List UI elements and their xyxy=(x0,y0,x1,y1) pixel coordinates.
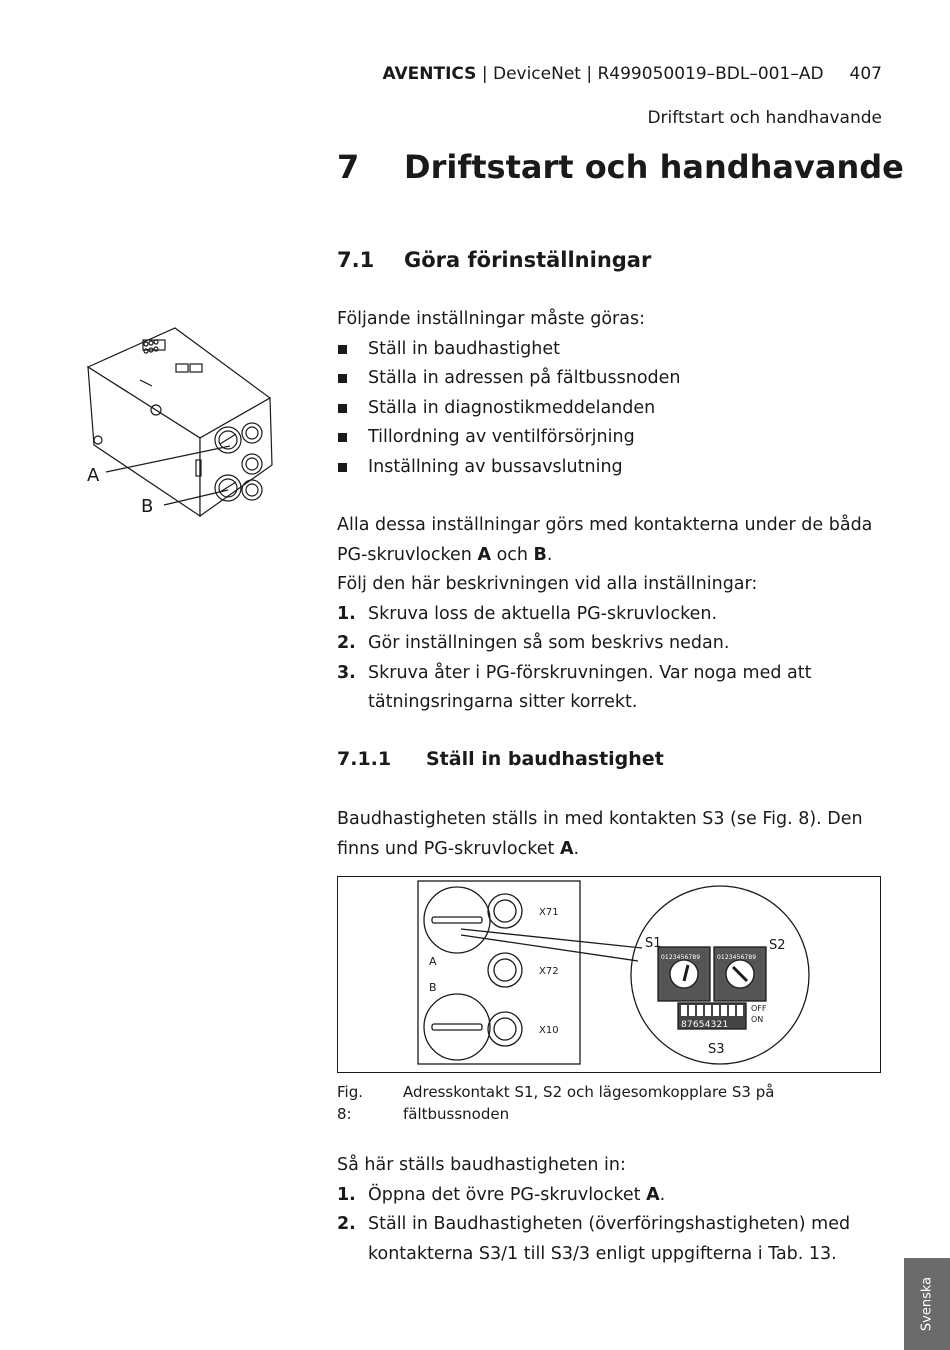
label-a: A xyxy=(429,955,437,968)
section-title: Göra förinställningar xyxy=(404,248,652,272)
label-s3: S3 xyxy=(708,1042,725,1057)
step-text: Skruva åter i PG-förskruvningen. Var noga med att tätningsringarna sitter korrekt. xyxy=(368,662,812,712)
section-number: 7.1.1 xyxy=(337,748,392,770)
label-on: ON xyxy=(751,1015,764,1024)
step-text: Öppna det övre PG-skruvlocket xyxy=(368,1184,647,1205)
cap-reference-a: A xyxy=(559,838,574,859)
text-run: . xyxy=(573,838,580,859)
settings-intro: Följande inställningar måste göras: xyxy=(337,309,645,329)
settings-paragraph xyxy=(337,511,887,570)
step-number: 2. xyxy=(337,1214,356,1234)
section-title: Ställ in baudhastighet xyxy=(426,748,664,770)
procedure-block xyxy=(337,1151,887,1269)
step-item xyxy=(337,659,887,718)
dial-digits-s2: 0123456789 xyxy=(717,954,757,961)
cap-reference-a: A xyxy=(477,544,491,565)
bullet-icon xyxy=(338,433,347,442)
text-run: Alla dessa inställningar görs med kontakterna under de båda PG-skruvlocken xyxy=(337,515,873,565)
chapter-heading xyxy=(337,148,904,186)
list-item-text: Ställa in adressen på fältbussnoden xyxy=(368,368,681,388)
label-off: OFF xyxy=(751,1004,767,1013)
document-info: | DeviceNet | R499050019–BDL–001–AD xyxy=(476,64,824,84)
step-number: 1. xyxy=(337,603,356,624)
label-s2: S2 xyxy=(769,938,786,953)
caption-text: Adresskontakt S1, S2 och lägesomkopplare S3 på fältbussnoden xyxy=(403,1083,775,1123)
fieldbus-node-illustration xyxy=(80,320,280,530)
chapter-number: 7 xyxy=(337,148,360,186)
cap-reference-b: B xyxy=(533,544,547,565)
list-item-text: Ställ in baudhastighet xyxy=(368,338,561,359)
figure-label-b: B xyxy=(141,496,154,517)
section-heading-7-1 xyxy=(337,248,651,272)
dial-digits-s1: 0123456789 xyxy=(661,954,701,961)
section-number: 7.1 xyxy=(337,248,375,272)
caption-label: Fig. 8: xyxy=(337,1083,363,1123)
instructions-block xyxy=(337,511,887,718)
list-item xyxy=(337,364,887,394)
dip-switch-numbers: 87654321 xyxy=(681,1020,729,1030)
bullet-icon xyxy=(338,404,347,413)
list-item xyxy=(337,394,887,424)
step-item xyxy=(337,1181,887,1211)
list-item-text: Inställning av bussavslutning xyxy=(368,456,623,477)
label-x71: X71 xyxy=(539,907,559,918)
language-tab xyxy=(904,1258,950,1350)
cap-reference-a: A xyxy=(646,1184,660,1205)
list-item xyxy=(337,453,887,483)
step-item xyxy=(337,600,887,630)
follow-description-text: Följ den här beskrivningen vid alla inställningar: xyxy=(337,574,758,594)
language-tab-label: Svenska xyxy=(919,1276,935,1332)
settings-intro-block xyxy=(337,305,887,482)
baud-rate-paragraph xyxy=(337,805,887,864)
label-s1: S1 xyxy=(645,936,662,951)
running-header xyxy=(382,64,882,84)
bullet-icon xyxy=(338,463,347,472)
label-x10: X10 xyxy=(539,1025,559,1036)
step-text: Ställ in Baudhastigheten (överföringshastigheten) med kontakterna S3/1 till S3/3 enligt uppgifterna i Tab. 13. xyxy=(368,1214,851,1264)
step-number: 2. xyxy=(337,633,356,653)
label-b: B xyxy=(429,981,437,994)
bullet-icon xyxy=(338,374,347,383)
procedure-intro: Så här ställs baudhastigheten in: xyxy=(337,1155,626,1175)
text-run: och xyxy=(491,544,534,565)
list-item xyxy=(337,335,887,365)
list-item-text: Tillordning av ventilförsörjning xyxy=(368,427,635,447)
figure-8-diagram xyxy=(338,877,879,1071)
bullet-icon xyxy=(338,345,347,354)
list-item-text: Ställa in diagnostikmeddelanden xyxy=(368,397,656,418)
step-text: Gör inställningen så som beskrivs nedan. xyxy=(368,633,730,653)
list-item xyxy=(337,423,887,453)
step-text: . xyxy=(659,1184,666,1205)
label-x72: X72 xyxy=(539,966,559,977)
page-number: 407 xyxy=(849,64,882,84)
figure-8-frame xyxy=(337,876,881,1073)
chapter-title: Driftstart och handhavande xyxy=(404,148,904,186)
text-run: Baudhastigheten ställs in med kontakten S3 (se Fig. 8). Den finns und PG-skruvlocket xyxy=(337,809,863,859)
figure-label-a: A xyxy=(87,465,100,486)
step-text: Skruva loss de aktuella PG-skruvlocken. xyxy=(368,603,718,624)
step-number: 3. xyxy=(337,662,356,683)
text-run: . xyxy=(546,544,553,565)
brand-name: AVENTICS xyxy=(382,64,477,84)
step-item xyxy=(337,1210,887,1269)
running-section-title: Driftstart och handhavande xyxy=(647,108,882,128)
section-heading-7-1-1 xyxy=(337,748,664,770)
step-item xyxy=(337,629,887,659)
step-number: 1. xyxy=(337,1184,356,1205)
